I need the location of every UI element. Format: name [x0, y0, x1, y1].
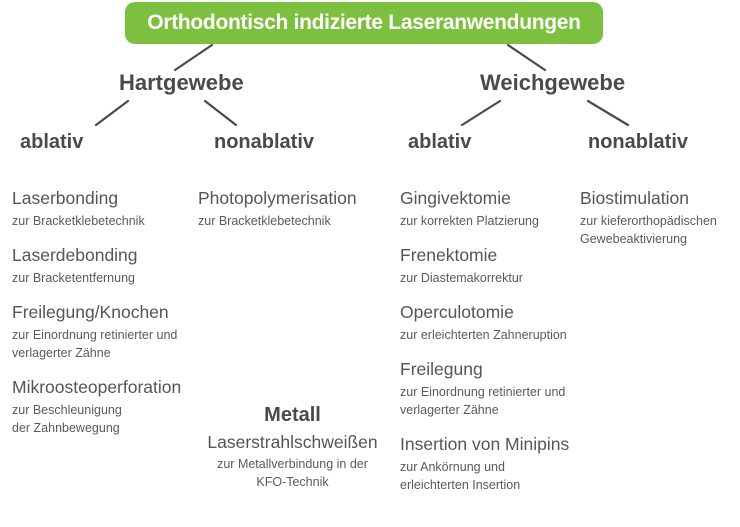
metall-subtitle: zur Metallverbindung in der KFO-Technik	[217, 457, 368, 489]
category-hartgewebe: Hartgewebe	[119, 70, 244, 95]
list-item	[198, 187, 378, 230]
list-item	[400, 358, 580, 419]
connector-soft-ablative	[462, 101, 500, 125]
entry-subtitle: zur Einordnung retinierter und verlagerter Zähne	[12, 328, 178, 360]
list-item	[12, 244, 197, 287]
list-item	[12, 301, 197, 362]
entry-title: Freilegung	[400, 359, 483, 379]
entry-subtitle: zur Bracketklebetechnik	[198, 214, 331, 228]
entry-title: Frenektomie	[400, 245, 498, 265]
subcategory-hard-ablativ: ablativ	[20, 131, 84, 153]
connector-soft-nonablative	[588, 101, 628, 125]
connector-hard-nonablative	[205, 101, 236, 125]
list-item	[400, 433, 580, 494]
entry-title: Insertion von Minipins	[400, 434, 570, 454]
entry-title: Laserdebonding	[12, 245, 138, 265]
entry-subtitle: zur Beschleunigung der Zahnbewegung	[12, 403, 122, 435]
entry-title: Operculotomie	[400, 302, 514, 322]
entry-subtitle: zur kieferorthopädischen Gewebeaktivierung	[580, 214, 717, 246]
column-hard-ablativ	[12, 187, 197, 451]
entry-subtitle: zur erleichterten Zahneruption	[400, 328, 567, 342]
subcategory-soft-ablativ: ablativ	[408, 131, 472, 153]
diagram-title: Orthodontisch indizierte Laseranwendungen	[125, 2, 603, 44]
subcategory-hard-nonablativ: nonablativ	[214, 131, 315, 153]
metall-title: Laserstrahlschweißen	[207, 432, 378, 452]
column-hard-nonablativ	[198, 187, 378, 244]
connector-title-hard	[175, 45, 212, 70]
entry-title: Laserbonding	[12, 188, 119, 208]
list-item	[400, 187, 580, 230]
subcategory-soft-nonablativ: nonablativ	[588, 131, 689, 153]
list-item	[400, 301, 580, 344]
entry-title: Freilegung/Knochen	[12, 302, 169, 322]
list-item	[580, 187, 738, 248]
metall-heading: Metall	[264, 404, 321, 426]
column-soft-ablativ	[400, 187, 580, 508]
entry-title: Photopolymerisation	[198, 188, 357, 208]
list-item	[12, 376, 197, 437]
metall-block	[195, 402, 390, 491]
column-soft-nonablativ	[580, 187, 738, 262]
entry-title: Gingivektomie	[400, 188, 511, 208]
category-weichgewebe: Weichgewebe	[480, 70, 626, 95]
entry-subtitle: zur Bracketentfernung	[12, 271, 135, 285]
entry-subtitle: zur Ankörnung und erleichterten Insertion	[400, 460, 521, 492]
connector-hard-ablative	[96, 101, 128, 125]
entry-subtitle: zur Diastemakorrektur	[400, 271, 523, 285]
connector-title-soft	[508, 45, 545, 70]
list-item	[400, 244, 580, 287]
entry-subtitle: zur korrekten Platzierung	[400, 214, 539, 228]
entry-subtitle: zur Einordnung retinierter und verlagerter Zähne	[400, 385, 566, 417]
entry-title: Biostimulation	[580, 188, 689, 208]
entry-subtitle: zur Bracketklebetechnik	[12, 214, 145, 228]
entry-title: Mikroosteoperforation	[12, 377, 182, 397]
list-item	[12, 187, 197, 230]
